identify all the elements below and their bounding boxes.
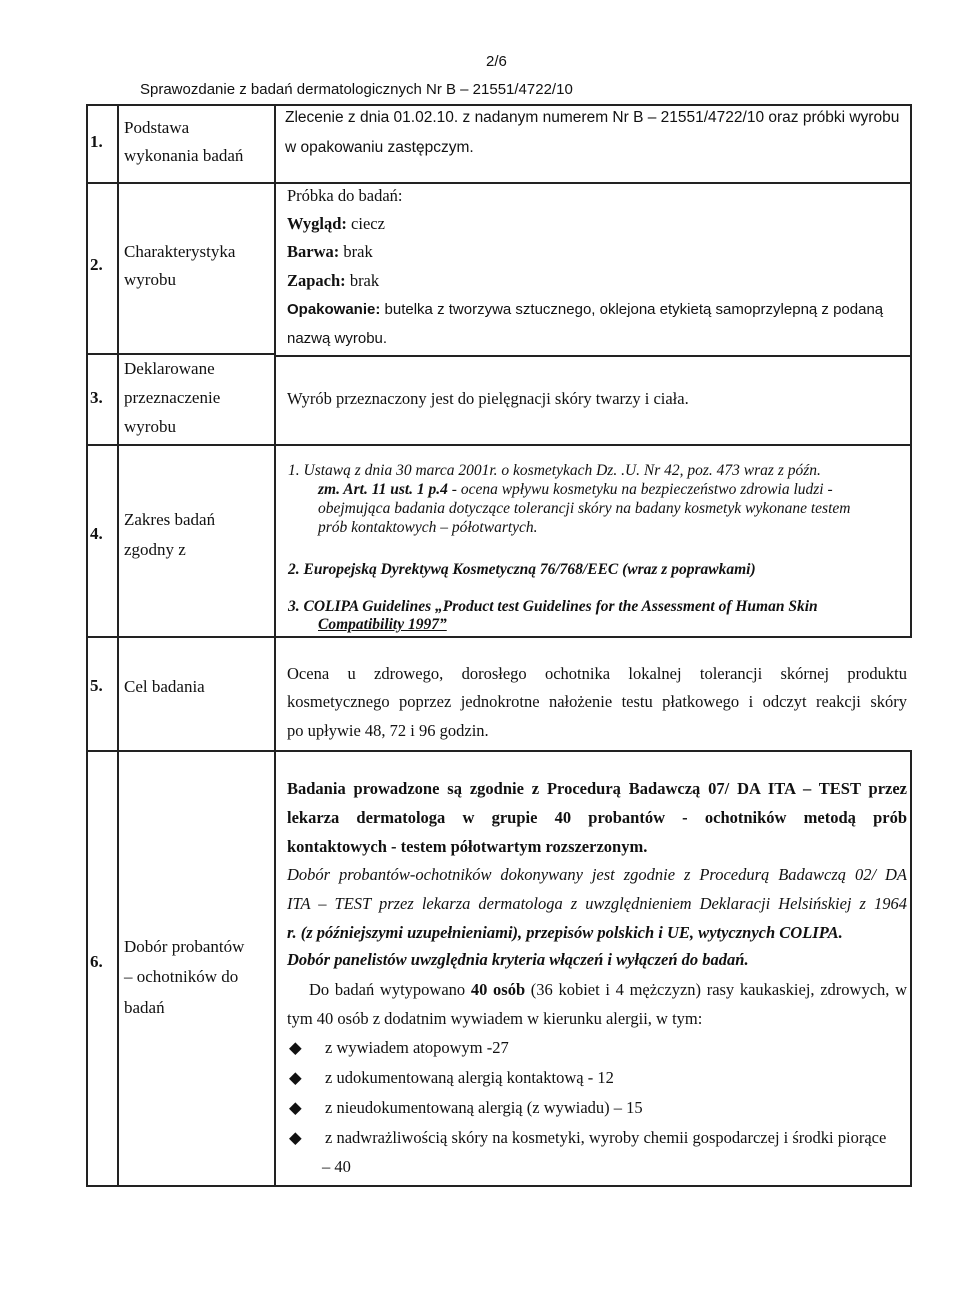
selection-text: Dobór probantów-ochotników dokonywany jest zgodnie z Procedurą Badawczą 02/ DA (287, 865, 907, 884)
row-label: zgodny z (124, 540, 186, 559)
selection-text: Dobór panelistów uwzględnia kryteria włączeń i wyłączeń do badań. (287, 950, 749, 969)
row-number: 3. (90, 388, 103, 407)
participants-text: tym 40 osób z dodatnim wywiadem w kierunku alergii, w tym: (287, 1009, 703, 1028)
row-text: Zlecenie z dnia 01.02.10. z nadanym numerem Nr B – 21551/4722/10 oraz próbki wyrobu (285, 109, 900, 126)
packaging-continuation: nazwą wyrobu. (287, 330, 388, 347)
report-title: Sprawozdanie z badań dermatologicznych Nr B – 21551/4722/10 (140, 81, 573, 98)
row-label: Dobór probantów (124, 937, 245, 956)
row-label: Deklarowane (124, 359, 215, 378)
participants-text: Do badań wytypowano 40 osób (36 kobiet i 4 mężczyzn) rasy kaukaskiej, zdrowych, w (309, 980, 907, 999)
row-label: wyrobu (124, 417, 176, 436)
row-number: 4. (90, 524, 103, 543)
row-label: przeznaczenie (124, 388, 221, 407)
property-color: Barwa: brak (287, 242, 373, 261)
standard-item-1: 1. Ustawą z dnia 30 marca 2001r. o kosmetykach Dz. .U. Nr 42, poz. 473 wraz z późn. (288, 462, 821, 479)
standard-item-2: 2. Europejską Dyrektywą Kosmetyczną 76/768/EEC (wraz z poprawkami) (288, 561, 756, 578)
page-number: 2/6 (486, 53, 507, 70)
procedure-text: kontaktowych - testem półotwartym rozszerzonym. (287, 837, 648, 856)
standard-item-1-cont: prób kontaktowych – półotwartych. (318, 519, 538, 536)
row-label: wyrobu (124, 270, 176, 289)
property-packaging: Opakowanie: butelka z tworzywa sztucznego, oklejona etykietą samoprzylepną z podaną (287, 301, 884, 318)
row-text: kosmetycznego poprzez jednokrotne nałożenie testu płatkowego i odczyt reakcji skóry (287, 692, 907, 711)
selection-text: r. (z późniejszymi uzupełnieniami), przepisów polskich i UE, wytycznych COLIPA. (287, 923, 843, 942)
selection-text: ITA – TEST przez lekarza dermatologa z uwzględnieniem Deklaracji Helsińskiej z 1964 (287, 894, 907, 913)
diamond-icon: ◆ (289, 1128, 302, 1147)
row-number: 1. (90, 132, 103, 151)
row-label: badań (124, 998, 165, 1017)
diamond-icon: ◆ (289, 1068, 302, 1087)
row-label: Cel badania (124, 677, 205, 696)
row-text: Ocena u zdrowego, dorosłego ochotnika lokalnej tolerancji skórnej produktu (287, 664, 907, 683)
row-number: 5. (90, 676, 103, 695)
row-number: 2. (90, 255, 103, 274)
diamond-icon: ◆ (289, 1038, 302, 1057)
row-text: po upływie 48, 72 i 96 godzin. (287, 721, 489, 740)
row-label: – ochotników do (124, 967, 239, 986)
property-smell: Zapach: brak (287, 271, 380, 290)
row-text: w opakowaniu zastępczym. (285, 139, 474, 156)
sample-title: Próbka do badań: (287, 186, 403, 205)
row-label: wykonania badań (124, 146, 244, 165)
procedure-text: Badania prowadzone są zgodnie z Procedurą Badawczą 07/ DA ITA – TEST przez (287, 779, 907, 798)
standard-item-3: 3. COLIPA Guidelines „Product test Guidelines for the Assessment of Human Skin (288, 598, 818, 615)
row-number: 6. (90, 952, 103, 971)
row-label: Charakterystyka (124, 242, 236, 261)
standard-item-3-cont: Compatibility 1997” (318, 616, 447, 633)
row-text: Wyrób przeznaczony jest do pielęgnacji skóry twarzy i ciała. (287, 389, 689, 408)
standard-item-1-cont: zm. Art. 11 ust. 1 p.4 - ocena wpływu kosmetyku na bezpieczeństwo zdrowia ludzi - (318, 481, 833, 498)
procedure-text: lekarza dermatologa w grupie 40 probantów - ochotników metodą prób (287, 808, 907, 827)
list-item-continuation: – 40 (322, 1157, 351, 1176)
property-appearance: Wygląd: ciecz (287, 214, 385, 233)
row-label: Podstawa (124, 118, 190, 137)
row-label: Zakres badań (124, 510, 216, 529)
standard-item-1-cont: obejmująca badania dotyczące tolerancji skóry na badany kosmetyk wykonane testem (318, 500, 851, 517)
diamond-icon: ◆ (289, 1098, 302, 1117)
